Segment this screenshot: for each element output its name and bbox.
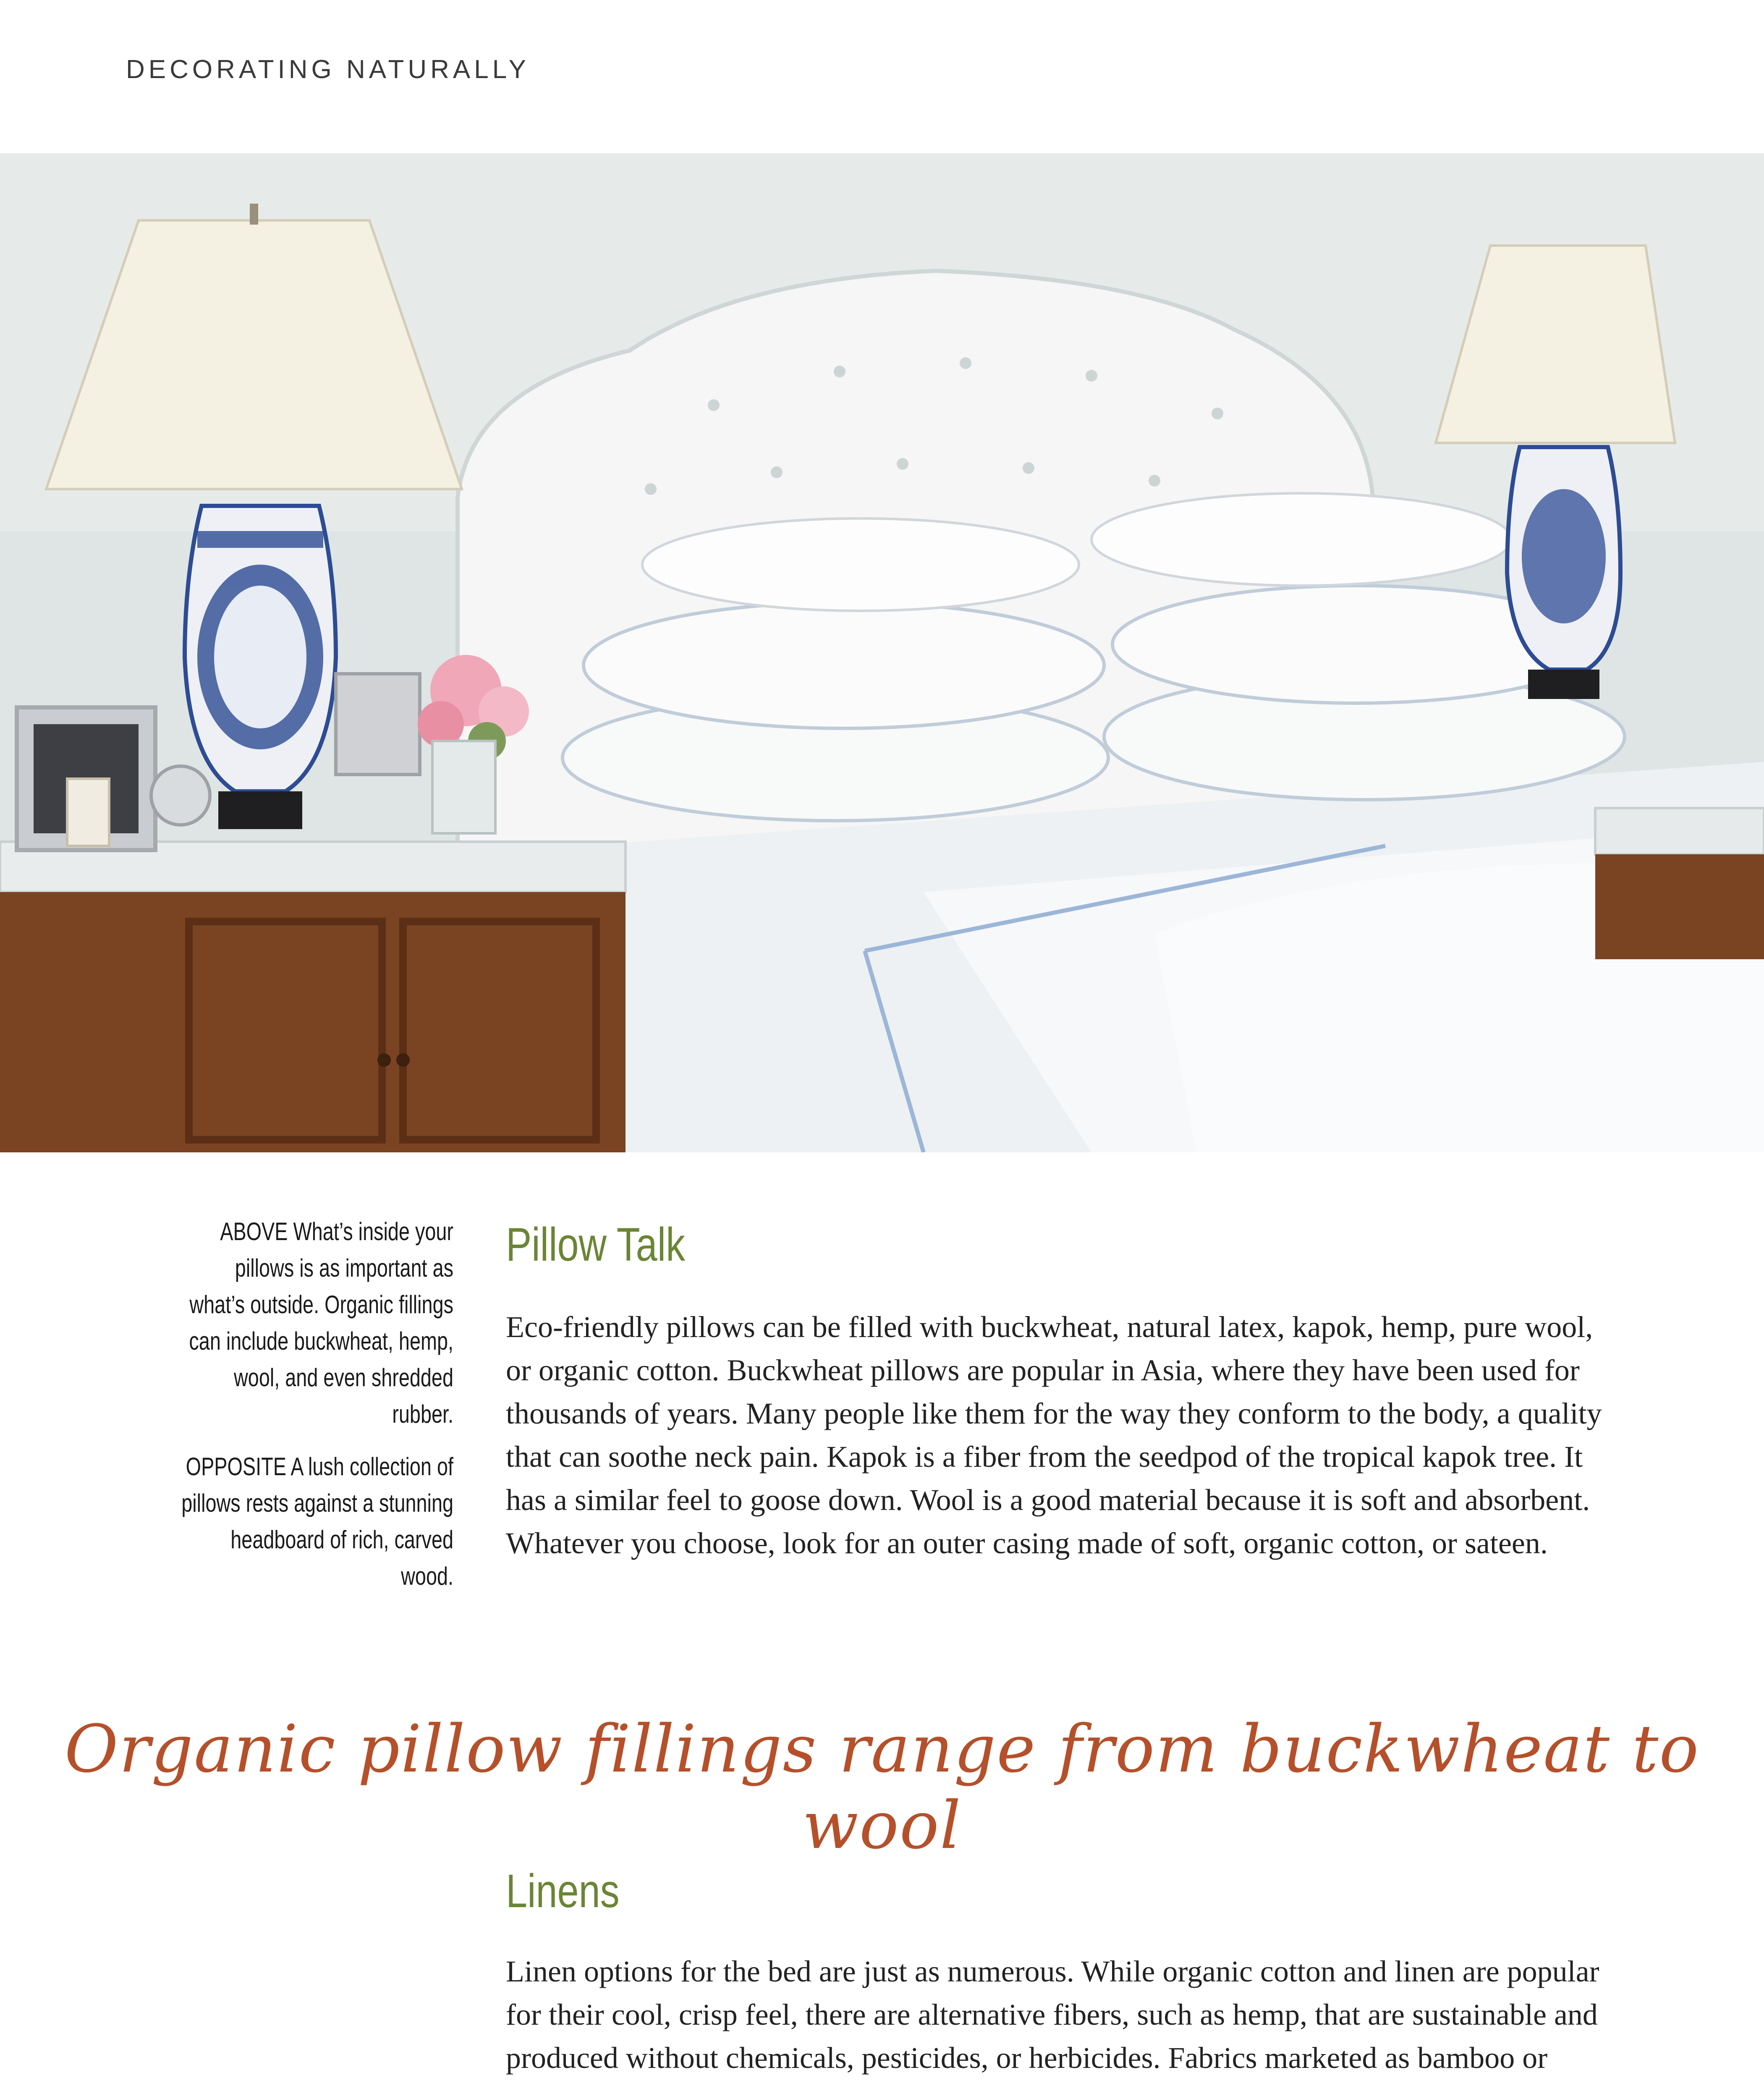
caption-text: A lush collection of pillows rests against a stunning headboard of rich, carved wood. — [181, 1453, 453, 1590]
bedroom-photo — [0, 153, 1764, 1152]
caption-tag: ABOVE — [220, 1217, 288, 1246]
section-body: Eco-friendly pillows can be filled with buckwheat, natural latex, kapok, hemp, pure wool, or organic cotton. Buckwheat pillows are popular in Asia, where they have been used for thousands of years. Many people like them for the way they conform to the body, a quality that can soothe neck pain. Kapok is a fiber from the seedpod of the tropical kapok tree. It has a similar feel to goose down. Wool is a good material because it is soft and absorbent. Whatever you choose, look for an outer casing made of soft, organic cotton, or sateen. — [506, 1310, 1602, 1560]
caption-above — [175, 1213, 453, 1432]
caption-opposite — [175, 1448, 453, 1594]
caption-tag: OPPOSITE — [186, 1453, 286, 1481]
running-head: DECORATING NATURALLY — [126, 55, 530, 84]
section-heading: Pillow Talk — [506, 1218, 686, 1271]
section-heading: Linens — [506, 1865, 620, 1917]
pull-quote: Organic pillow fillings range from buckwheat to wool — [64, 1711, 1700, 1863]
photo-captions — [175, 1213, 453, 1610]
caption-text: What’s inside your pillows is as important as what’s outside. Organic fillings can include buckwheat, hemp, wool, and even shredded rubber. — [189, 1217, 453, 1428]
section-body: Linen options for the bed are just as numerous. While organic cotton and linen are popular for their cool, crisp feel, there are alternative fibers, such as hemp, that are sustainable and produced without chemicals, pesticides, or herbicides. Fabrics marketed as bamboo or — [506, 1955, 1599, 2075]
